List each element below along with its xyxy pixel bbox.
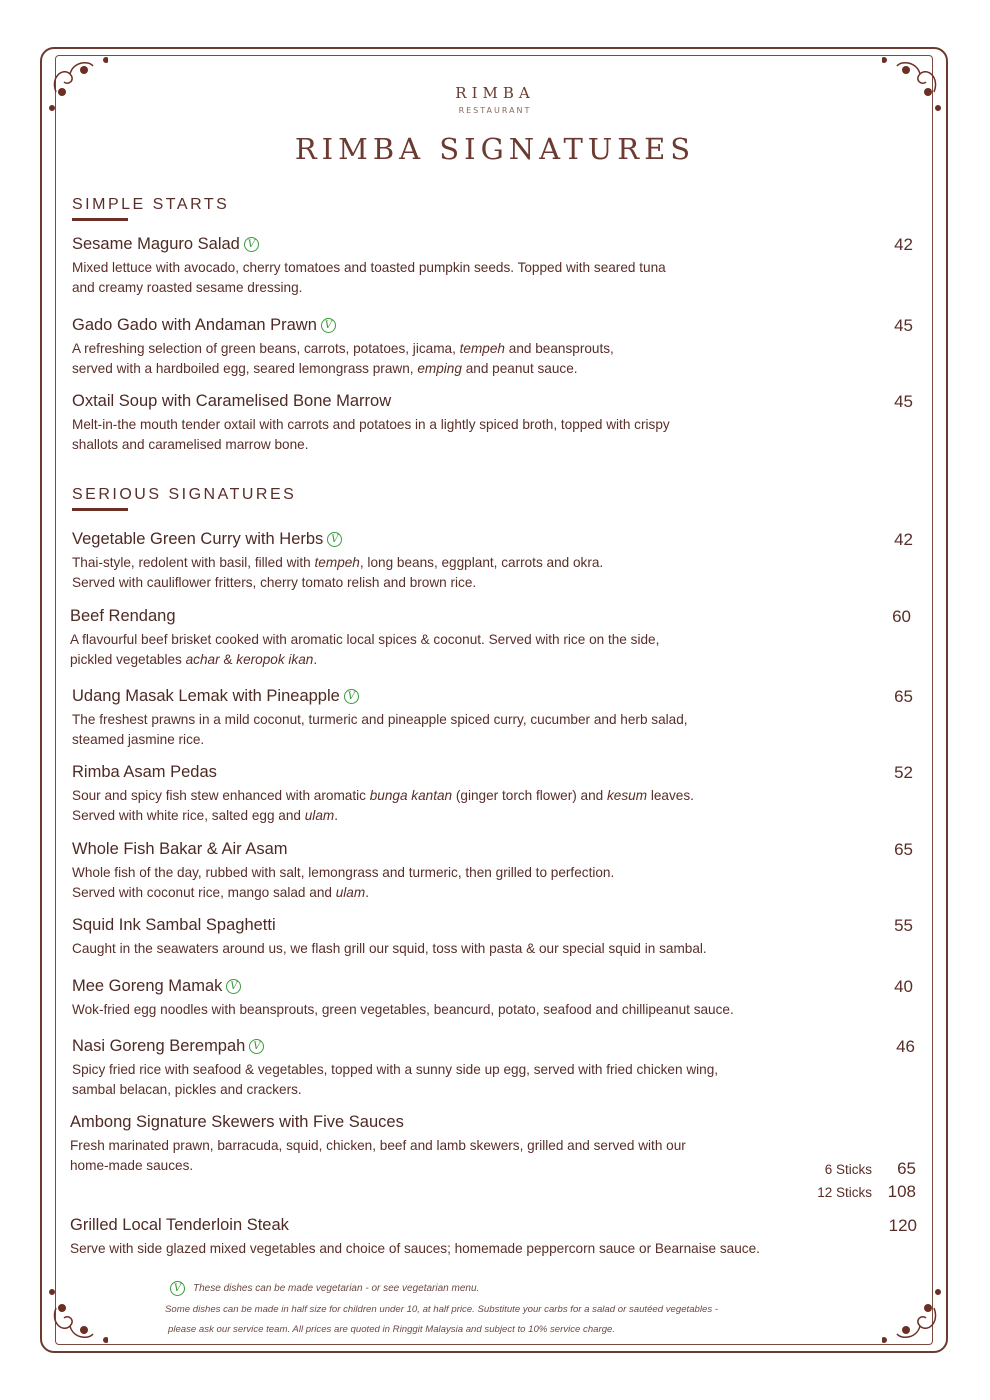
veg-note-text: These dishes can be made vegetarian - or see vegetarian menu. xyxy=(193,1283,480,1294)
menu-item-name xyxy=(72,687,359,706)
menu-item-price: 42 xyxy=(894,235,913,254)
vegetarian-icon: V xyxy=(321,318,336,333)
menu-item-name xyxy=(70,607,176,626)
item-name-text: Whole Fish Bakar & Air Asam xyxy=(72,840,288,858)
menu-item-description xyxy=(72,885,369,900)
description-segment: Spicy fried rice with seafood & vegetables, topped with a sunny side up egg, served with fried chicken wing, xyxy=(72,1062,719,1077)
menu-item-description xyxy=(72,555,603,570)
menu-item-price: 120 xyxy=(888,1216,917,1235)
description-segment: tempeh xyxy=(459,341,505,356)
description-segment: . xyxy=(313,652,318,667)
description-segment: keropok ikan xyxy=(236,652,314,667)
description-segment: kesum xyxy=(607,788,648,803)
description-segment: home-made sauces. xyxy=(70,1158,194,1173)
page-title: RIMBA SIGNATURES xyxy=(294,132,696,166)
vegetarian-icon: V xyxy=(327,532,342,547)
item-name-text: Mee Goreng Mamak xyxy=(72,977,223,995)
description-segment: Mixed lettuce with avocado, cherry tomatoes and toasted pumpkin seeds. Topped with seared tuna xyxy=(72,260,666,275)
menu-item-description xyxy=(72,1082,302,1097)
item-name-text: Beef Rendang xyxy=(70,607,176,625)
item-name-text: Rimba Asam Pedas xyxy=(72,763,217,781)
description-segment: Serve with side glazed mixed vegetables and choice of sauces; homemade peppercorn sauce or Bearnaise sauce. xyxy=(70,1241,760,1256)
menu-item-price: 45 xyxy=(894,392,913,411)
description-segment: leaves. xyxy=(647,788,694,803)
corner-ornament-icon xyxy=(48,52,108,112)
veg-note xyxy=(170,1281,479,1296)
description-segment: and beansprouts, xyxy=(504,341,614,356)
description-segment: . xyxy=(365,885,369,900)
option-label: 6 Sticks xyxy=(824,1162,872,1177)
menu-item-description xyxy=(72,712,688,727)
menu-item-price: 52 xyxy=(894,763,913,782)
restaurant-logo-name: RIMBA xyxy=(455,84,535,102)
item-name-text: Nasi Goreng Berempah xyxy=(72,1037,246,1055)
description-segment: ulam xyxy=(335,885,366,900)
menu-item-price: 55 xyxy=(894,916,913,935)
menu-item-description xyxy=(70,1241,760,1256)
description-segment: pickled vegetables xyxy=(70,652,186,667)
vegetarian-icon: V xyxy=(344,689,359,704)
menu-item-description xyxy=(72,808,338,823)
menu-item-name xyxy=(72,392,391,411)
section-heading-simple-starts: SIMPLE STARTS xyxy=(72,196,230,213)
item-name-text: Vegetable Green Curry with Herbs xyxy=(72,530,324,548)
menu-item-description xyxy=(72,361,578,376)
description-segment: A refreshing selection of green beans, carrots, potatoes, jicama, xyxy=(72,341,460,356)
menu-item-description xyxy=(72,280,302,295)
description-segment: . xyxy=(334,808,338,823)
menu-item-price: 42 xyxy=(894,530,913,549)
item-name-text: Gado Gado with Andaman Prawn xyxy=(72,316,317,334)
description-segment: steamed jasmine rice. xyxy=(72,732,205,747)
description-segment: Fresh marinated prawn, barracuda, squid, chicken, beef and lamb skewers, grilled and served with our xyxy=(70,1138,686,1153)
option-price: 65 xyxy=(897,1159,916,1178)
section-underline xyxy=(72,508,128,511)
description-segment: Thai-style, redolent with basil, filled with xyxy=(72,555,315,570)
description-segment: Served with white rice, salted egg and xyxy=(72,808,305,823)
menu-item-description xyxy=(72,417,670,432)
menu-item-name xyxy=(72,977,241,996)
item-name-text: Udang Masak Lemak with Pineapple xyxy=(72,687,340,705)
menu-item-price: 40 xyxy=(894,977,913,996)
menu-item-description xyxy=(70,1138,686,1153)
item-name-text: Oxtail Soup with Caramelised Bone Marrow xyxy=(72,392,392,410)
vegetarian-icon: V xyxy=(244,237,259,252)
menu-item-description xyxy=(72,732,204,747)
description-segment: , long beans, eggplant, carrots and okra. xyxy=(359,555,604,570)
menu-item-name xyxy=(72,916,276,935)
footer-note-line-1: Some dishes can be made in half size for children under 10, at half price. Substitute your carbs for a salad or sautéed vegetables - xyxy=(165,1304,719,1315)
menu-item-description xyxy=(72,1002,734,1017)
menu-item-description xyxy=(72,941,707,956)
description-segment: Served with coconut rice, mango salad and xyxy=(72,885,336,900)
description-segment: Served with cauliflower fritters, cherry tomato relish and brown rice. xyxy=(72,575,477,590)
item-name-text: Squid Ink Sambal Spaghetti xyxy=(72,916,276,934)
menu-item-name xyxy=(72,840,288,859)
menu-item-name xyxy=(70,1216,289,1235)
description-segment: tempeh xyxy=(314,555,360,570)
corner-ornament-icon xyxy=(48,1288,108,1348)
vegetarian-icon: V xyxy=(170,1281,185,1296)
menu-item-price: 46 xyxy=(896,1037,915,1056)
description-segment: A flavourful beef brisket cooked with aromatic local spices & coconut. Served with rice on the side, xyxy=(70,632,660,647)
vegetarian-icon: V xyxy=(249,1039,264,1054)
description-segment: and peanut sauce. xyxy=(461,361,578,376)
description-segment: ulam xyxy=(304,808,335,823)
description-segment: (ginger torch flower) and xyxy=(452,788,607,803)
menu-item-name xyxy=(70,1113,404,1132)
menu-item-description xyxy=(72,865,614,880)
menu-item-description xyxy=(72,1062,718,1077)
corner-ornament-icon xyxy=(882,1288,942,1348)
menu-item-price: 65 xyxy=(894,687,913,706)
description-segment: Whole fish of the day, rubbed with salt, lemongrass and turmeric, then grilled to perfection. xyxy=(72,865,615,880)
description-segment: Wok-fried egg noodles with beansprouts, green vegetables, beancurd, potato, seafood and chillipeanut sauce. xyxy=(72,1002,734,1017)
menu-item-description xyxy=(72,341,614,356)
menu-item-name xyxy=(72,530,342,549)
section-underline xyxy=(72,218,128,221)
menu-item-price: 60 xyxy=(892,607,911,626)
menu-item-description xyxy=(72,437,309,452)
menu-item-name xyxy=(72,1037,264,1056)
description-segment: shallots and caramelised marrow bone. xyxy=(72,437,309,452)
menu-item-price: 45 xyxy=(894,316,913,335)
description-segment: sambal belacan, pickles and crackers. xyxy=(72,1082,302,1097)
restaurant-logo-subtitle: RESTAURANT xyxy=(458,106,532,115)
description-segment: & xyxy=(219,652,237,667)
menu-item-price: 65 xyxy=(894,840,913,859)
description-segment: The freshest prawns in a mild coconut, turmeric and pineapple spiced curry, cucumber and herb salad, xyxy=(72,712,688,727)
menu-item-description xyxy=(72,788,694,803)
description-segment: Caught in the seawaters around us, we flash grill our squid, toss with pasta & our special squid in sambal. xyxy=(72,941,707,956)
description-segment: bunga kantan xyxy=(369,788,453,803)
footer-note-line-2: please ask our service team. All prices are quoted in Ringgit Malaysia and subject to 10% service charge. xyxy=(168,1324,616,1335)
description-segment: served with a hardboiled egg, seared lemongrass prawn, xyxy=(72,361,418,376)
corner-ornament-icon xyxy=(882,52,942,112)
item-name-text: Sesame Maguro Salad xyxy=(72,235,240,253)
description-segment: and creamy roasted sesame dressing. xyxy=(72,280,303,295)
description-segment: Sour and spicy fish stew enhanced with aromatic xyxy=(72,788,370,803)
option-price: 108 xyxy=(887,1182,916,1201)
item-name-text: Grilled Local Tenderloin Steak xyxy=(70,1216,289,1234)
menu-item-description xyxy=(72,575,476,590)
vegetarian-icon: V xyxy=(226,979,241,994)
menu-item-name xyxy=(72,763,217,782)
description-segment: Melt-in-the mouth tender oxtail with carrots and potatoes in a lightly spiced broth, topped with crispy xyxy=(72,417,670,432)
item-name-text: Ambong Signature Skewers with Five Sauces xyxy=(70,1113,404,1131)
option-label: 12 Sticks xyxy=(817,1185,872,1200)
menu-item-name xyxy=(72,235,259,254)
menu-item-description xyxy=(70,652,317,667)
menu-item-description xyxy=(70,1158,193,1173)
section-heading-serious-signatures: SERIOUS SIGNATURES xyxy=(72,486,297,503)
menu-item-description xyxy=(70,632,659,647)
menu-item-name xyxy=(72,316,336,335)
description-segment: emping xyxy=(417,361,462,376)
menu-item-description xyxy=(72,260,666,275)
description-segment: achar xyxy=(185,652,220,667)
